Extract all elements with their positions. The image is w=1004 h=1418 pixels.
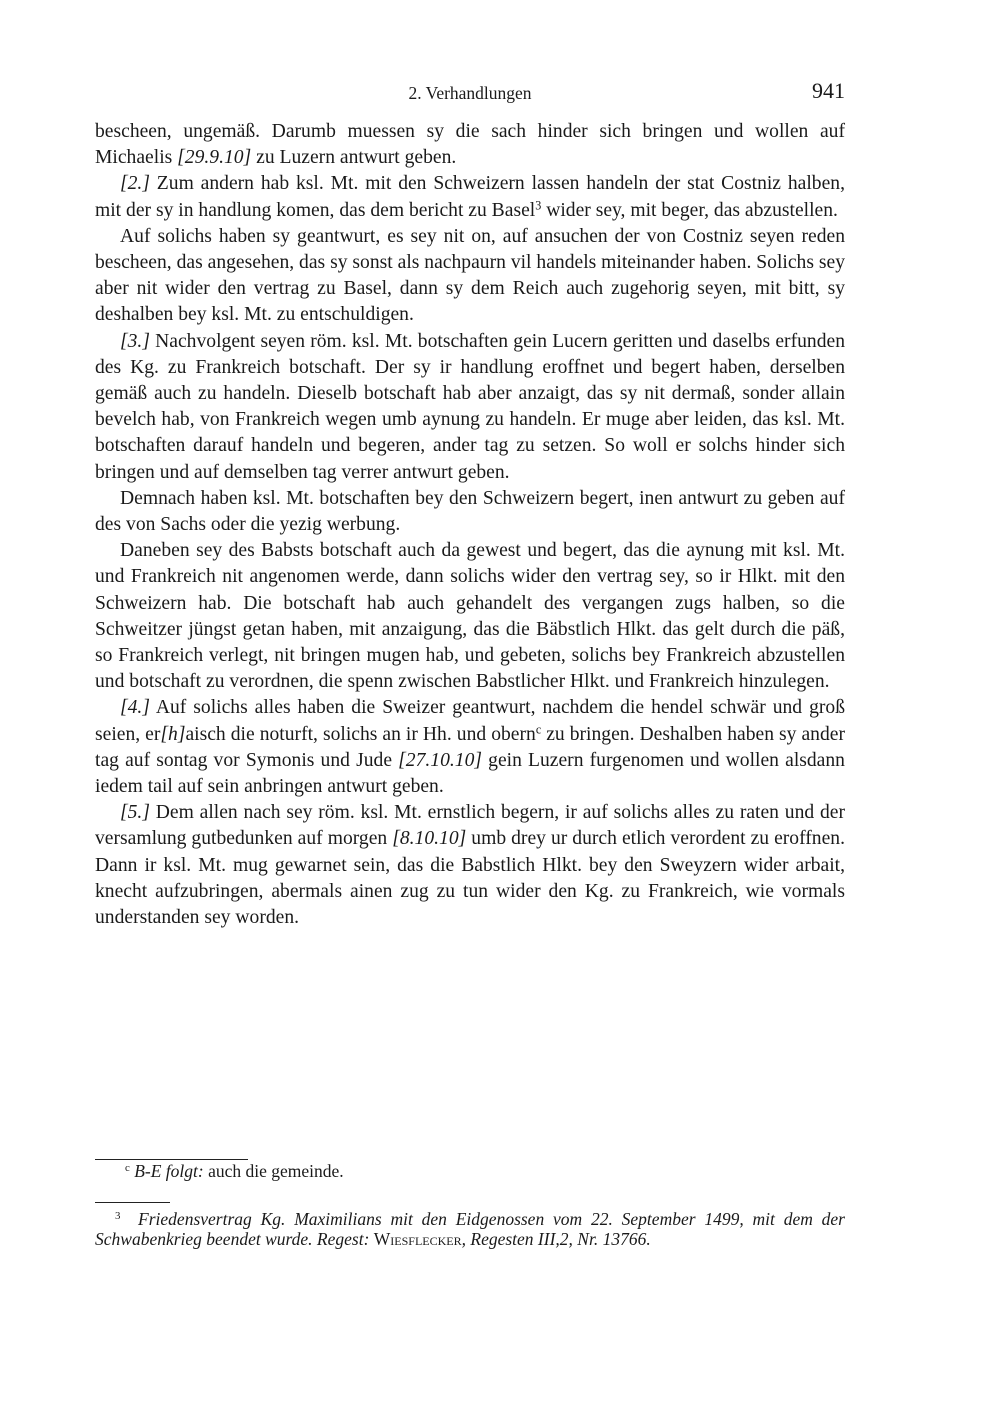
footnote-text: Friedensvertrag Kg. Maximilians mit den Eidgenossen vom 22. September 1499, mit dem der Schwabenkrieg beendet wurde. Regest: xyxy=(95,1209,845,1249)
text-segment: Demnach haben ksl. Mt. botschaften bey den Schweizern begert, inen antwurt zu geben auf des von Sachs oder die yezig werbung. xyxy=(95,487,845,536)
paragraph xyxy=(95,538,845,695)
running-head-title: 2. Verhandlungen xyxy=(408,83,532,103)
footnote-3 xyxy=(95,1209,845,1249)
text-segment: Zum andern hab ksl. Mt. mit den Schweizern lassen handeln der stat Costniz halben, mit der sy in handlung komen, das dem bericht zu Basel xyxy=(95,173,845,221)
editorial-insertion: [27.10.10] xyxy=(398,749,482,771)
text-segment: Auf solichs alles haben die Sweizer geantwurt, nachdem die hendel schwär und groß seien, er xyxy=(95,697,845,745)
footnote-text: , Regesten III,2, Nr. 13766. xyxy=(461,1229,651,1249)
text-segment: Daneben sey des Babsts botschaft auch da gewest und begert, das die aynung mit ksl. Mt. und Frankreich nit angenomen werde, dann solichs wider den vertrag sey, so ir Hlkt. mit den Schweizern hab. Die botschaft hab auch gehandelt des vergangen zugs halben, so die Schweitzer jüngst getan haben, mit anzaigung, das die Bäbstlich Hlkt. das gelt durch die päß, so Frankreich verlegt, nit bringen mugen hab, und gebeten, solichs bey Frankreich abzustellen und botschaft zu verordnen, die spenn zwischen Babstlicher Hlkt. und Frankreich hinzulegen. xyxy=(95,540,845,693)
editorial-insertion: [h] xyxy=(160,723,186,745)
text-segment: Nachvolgent seyen röm. ksl. Mt. botschaften gein Lucern geritten und daselbs erfunden des Kg. zu Frankreich botschaft. Der sy ir handlung eroffnet und begert haben, derselben gemäß auch zu handeln. Dieselb botschaft hab aber anzaigt, das sy nit dermaß, sonder allain bevelch hab, von Frankreich wegen umb aynung zu handeln. Er muge aber leiden, das ksl. Mt. botschaften darauf handeln und begeren, ander tag zu setzen. So woll er solchs hinder sich bringen und auf demselben tag verrer antwurt geben. xyxy=(95,330,845,483)
text-segment: gein Luzern furgenomen und wollen alsdann iedem tail auf sein anbringen antwurt geben. xyxy=(95,749,845,798)
running-head xyxy=(95,80,845,108)
footnote-text: auch die gemeinde. xyxy=(203,1161,344,1181)
editorial-insertion: [4.] xyxy=(120,697,150,719)
editorial-insertion: [8.10.10] xyxy=(392,828,467,850)
editorial-insertion: [3.] xyxy=(120,330,150,352)
footnote-mark: 3 xyxy=(115,1210,121,1223)
footnote-author: Wiesflecker xyxy=(373,1229,462,1249)
footnote-label: B-E folgt: xyxy=(134,1161,204,1181)
footnote-reference: c xyxy=(535,722,542,736)
page-number: 941 xyxy=(812,78,845,103)
editorial-insertion: [29.9.10] xyxy=(177,147,252,169)
text-segment: bescheen, ungemäß. Darumb muessen sy die sach hinder sich bringen und wollen auf Michaelis xyxy=(95,121,845,169)
main-text xyxy=(95,119,845,931)
text-segment: zu bringen. Deshalben haben sy ander tag auf sontag vor Symonis und Jude xyxy=(95,723,845,771)
text-segment: aisch die noturft, solichs an ir Hh. und obern xyxy=(185,723,536,745)
text-segment: Auf solichs haben sy geantwurt, es sey nit on, auf ansuchen der von Costniz seyen reden bescheen, das angesehen, das sy sonst als nachpaurn vil handels miteinander haben. Solichs sey aber nit wider den vertrag zu Basel, dann sy dem Reich auch zugehorig seyen, mit bitt, sy deshalben bey ksl. Mt. zu entschuldigen. xyxy=(95,225,845,326)
paragraph xyxy=(95,119,845,171)
paragraph xyxy=(95,224,845,329)
text-segment: zu Luzern antwurt geben. xyxy=(251,147,457,169)
editorial-insertion: [5.] xyxy=(120,802,150,824)
paragraph xyxy=(95,486,845,538)
footnote-reference: 3 xyxy=(535,197,542,212)
text-segment: umb drey ur durch etlich verordent zu eroffnen. Dann ir ksl. Mt. mug gewarnet sein, das die Babstlich Hlkt. bey den Sweyzern wider arbait, knecht aufzubringen, abermals ainen zug zu tun wider den Kg. zu Frankreich, wie vormals understanden sey worden. xyxy=(95,828,845,929)
footnote-rule-notes xyxy=(95,1202,170,1203)
editorial-insertion: [2.] xyxy=(120,173,150,195)
paragraph xyxy=(95,800,845,931)
text-segment: wider sey, mit beger, das abzustellen. xyxy=(541,199,838,221)
footnote-rule-variants xyxy=(95,1159,248,1160)
footnote-mark: c xyxy=(125,1162,130,1175)
paragraph xyxy=(95,171,845,223)
text-segment: Dem allen nach sey röm. ksl. Mt. ernstlich begern, ir auf solichs alles zu raten und der versamlung gutbedunken auf morgen xyxy=(95,802,845,850)
footnote-variant-c xyxy=(95,1161,845,1181)
paragraph xyxy=(95,329,845,486)
paragraph xyxy=(95,695,845,800)
